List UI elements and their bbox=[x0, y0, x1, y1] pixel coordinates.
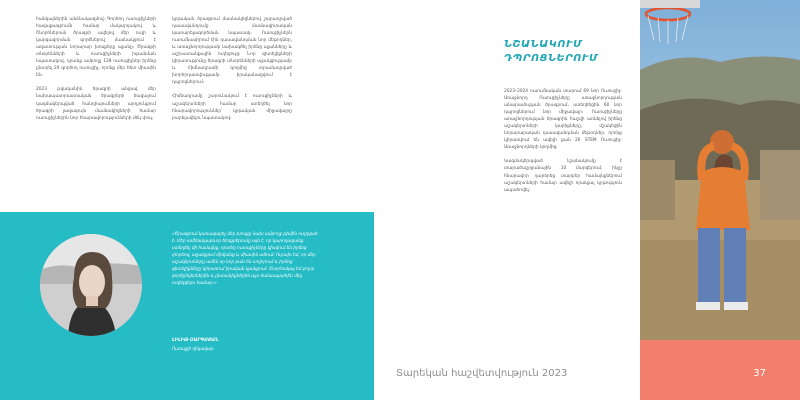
left-text-column-2 bbox=[172, 16, 292, 129]
right-text-column bbox=[504, 88, 622, 201]
basketball-photo bbox=[640, 0, 800, 340]
testimonial-author-name: ԼԻԼԻԹ ՍԱՐԳՍՅԱՆ bbox=[172, 338, 219, 343]
paragraph: 2023–2024 ուսումնական տարում 69 նոր Ուսուցիչ-Առաջնորդ Ուսուցիչները առաջնորդության անարամության ծրագրում, ստեղծեցին 60 նոր դպրոցներում նոր միջավայր։ Ուսուցիչները առաջնորդության ծրագրին հաշվի առնելով իրենց աշակերտների կարիքները, մշակեցին նորարարական դասավանդման մեթոդներ, որոնք կիրառվում են ավելի քան 26 STEM Ուսուցիչ-Առաջնորդների կողմից։ bbox=[504, 89, 622, 151]
paragraph: կրթական ծրագրում մասնակիցներով շարադրված դասավանդումը մասնագիտական կատարելագործման նպատակ։ Ուսուցիչներն ուսումնասիրում էին դասավանդման նոր մեթոդներ, և առաջնորդությամբ նախագծել իրենց պլանները և աշխատանքային ուղեցույց։ Նոր գիտելիքների կիրառությունը ծրագրի տնօրենների աջակցությամբ և Հիմնադրամի կողմից տրամադրված խորհրդատվությամբ իրականացվում է դպրոցներում։ bbox=[172, 17, 292, 86]
left-text-column-1 bbox=[36, 16, 156, 129]
section-heading-line-2: ԴՊՐՈՑՆԵՐՈՒՄ bbox=[504, 53, 599, 64]
section-heading bbox=[504, 38, 624, 66]
section-heading-line-1: ՆՇԱՆԱԿՈՒՄ bbox=[504, 39, 583, 50]
report-title-footer: Տարեկան հաշվետվություն 2023 bbox=[396, 368, 568, 379]
testimonial-quote: «Ծրագրում կառավարիչ մեր խոսքը նախ ամբողջ թիմին ուղղված է։ Մեր ամենակարևոր ձեռքբերումը այն է, որ կարողացանք ստեղծել մի համայնք, որտեղ ուսուցիչները կիսվում են իրենց փորձով, աջակցում միմյանց և միասին աճում։ Ուրախ եմ, որ մեր աշակերտները ամեն օր նոր բան են սովորում և իրենց գիտելիքները կիրառում իրական կյանքում։ Շնորհակալ եմ բոլոր գործընկերներին և ընտանիքներին այս ճանապարհին մեզ ուղեկցելու համար։» bbox=[172, 231, 318, 285]
page-number-block bbox=[640, 340, 800, 400]
paragraph: հանկայներին անձնակազմով։ Գործող ուսուցիչների հավաքագրումն համար մակարդակով և Շնորհներոսն ծրագրի ավելով մեր ուղի և կարգավորման գործներով մասնակցում է ազատության նորարար խոսքերը պլանը։ Ծրագրի տնօրենների և ուսուցիչների խթանման նպատակով, դրանք ամբողջ 128 ուսուցիչներ իրենց ընտրել 29 գործող ուսուցիչ, որոնք մեր հետ միասին են։ bbox=[36, 17, 156, 79]
page-number: 37 bbox=[753, 368, 766, 379]
paragraph: 2023 թվականին ծրագրի անցավ մեր նախապատրաստական ծրագրերի ծավալում կազմակերպված հանդիպումների արդյունքում ծրագրի լավագույն մասնակիցների համար ուսուցիչներին նոր հնարավորությունների մեկ փուլ։ bbox=[36, 87, 156, 121]
testimonial-portrait-photo bbox=[40, 234, 142, 336]
paragraph: Կազմակերպված նշանակումը է տարածաշրջանային 10 մարզերում, ինչը հնարավոր դարձրեց տարբեր համայնքներում աշակերտների համար ավելի որակյալ կրթություն ապահովել։ bbox=[504, 159, 622, 193]
testimonial-author-role: Ուսուցչի ղեկավար bbox=[172, 346, 214, 351]
paragraph: Հիմնադրամը շարունակում է ուսուցիչների և աշակերտների համար ստեղծել նոր հնարավորություններ՝ կրթական միջավայրը բարելավելու նպատակով։ bbox=[172, 94, 292, 121]
